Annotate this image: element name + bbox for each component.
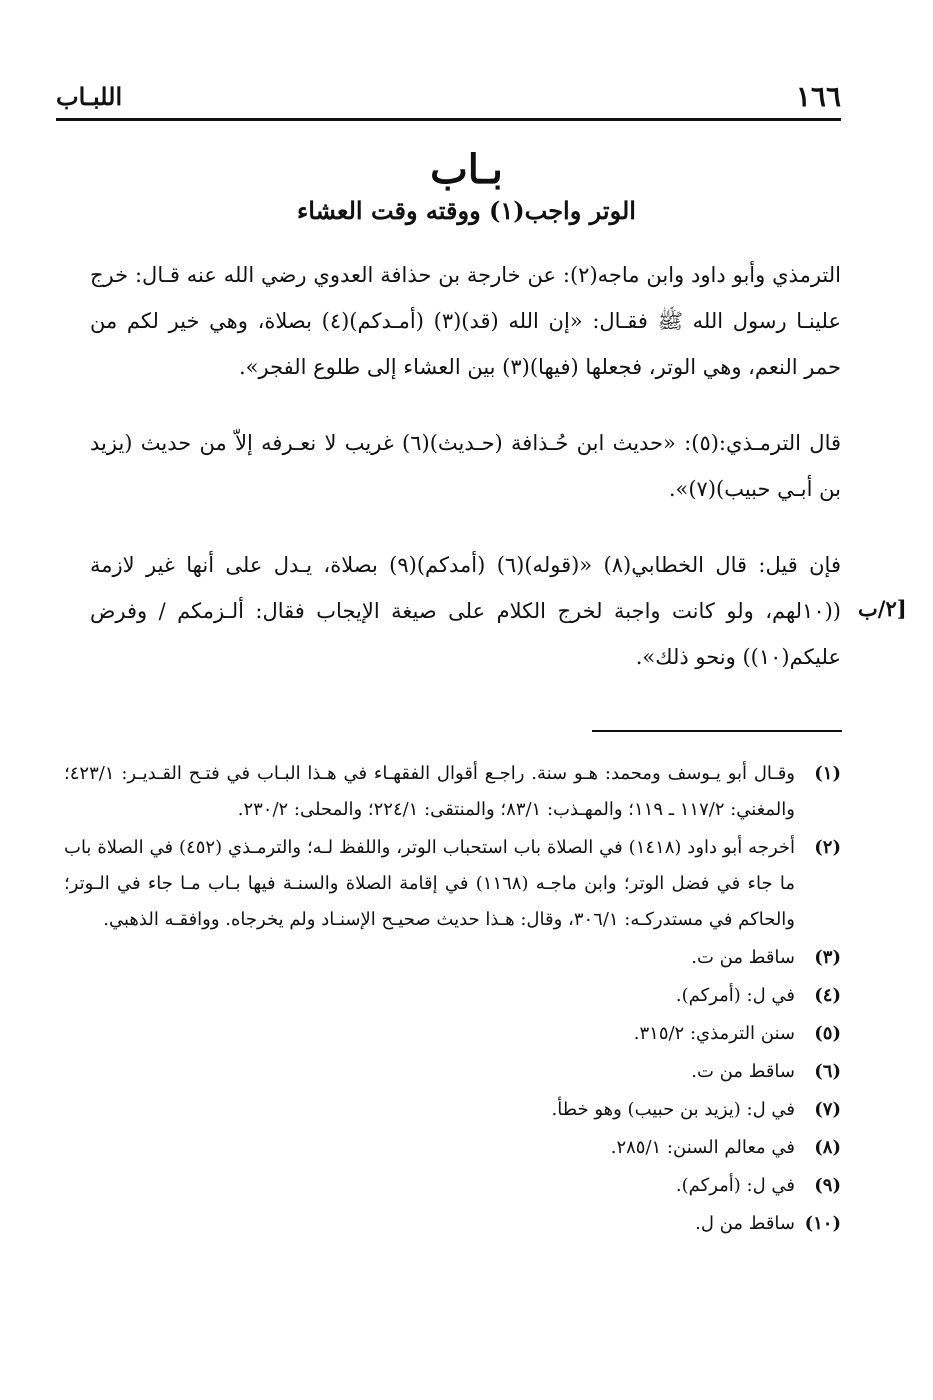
footnote-item [64,1054,841,1090]
footnote-number: (٤) [814,985,841,1006]
footnote-number: (٩) [814,1175,841,1196]
footnote-text: وقـال أبو يـوسف ومحمد: هـو سنة. راجـع أقوال الفقهـاء في هـذا البـاب في فتـح القـديـر: ٤٢٣/١؛ والمغني: ١١٧/٢ ـ ١١٩؛ والمهـذب: ٨٣/١؛ والمنتقى: ٢٢٤/١؛ والمحلى: ٢٣٠/٢. [64,763,795,820]
footnote-number: (١) [814,763,841,784]
footnote-text: في ل: (يزيد بن حبيب) وهو خطأ. [551,1099,795,1120]
chapter-title: بـاب [430,146,503,193]
footnote-number: (٥) [814,1023,841,1044]
body-paragraph-3: فإن قيل: قال الخطابي(٨) «(قوله)(٦) (أمدكم)(٩) بصلاة، يـدل على أنها غير لازمة ((١٠لهم، ولو كانت واجبة لخرج الكلام على صيغة الإيجاب فقال: ألـزمكم / وفرض عليكم(١٠)) ونحو ذلك». [90,553,841,669]
footnote-item [64,1206,841,1242]
footnote-text: في ل: (أمركم). [675,1175,795,1196]
footnote-item [64,1130,841,1166]
footnote-text: أخرجه أبو داود (١٤١٨) في الصلاة باب استحباب الوتر، واللفظ لـه؛ والترمـذي (٤٥٢) في الصلاة باب ما جاء في فضل الوتر؛ وابن ماجـه (١١٦٨) في إقامة الصلاة والسنـة فيها بـاب مـا جاء في الـوتر؛ والحاكم في مستدركـه: ٣٠٦/١، وقال: هـذا حديث صحيـح الإسنـاد ولم يخرجاه. ووافقـه الذهبي. [64,837,795,930]
page-header [56,80,841,113]
footnote-number: (١٠) [804,1213,841,1234]
footnote-number: (٢) [814,837,841,858]
footnote-text: ساقط من ت. [691,947,795,968]
body-paragraph-1: الترمذي وأبو داود وابن ماجه(٢): عن خارجة بن حذافة العدوي رضي الله عنه قـال: خرج علينـا رسول الله ﷺ فقـال: «إن الله (قد)(٣) (أمـدكم)(٤) بصلاة، وهي خير لكم من حمر النعم، وهي الوتر، فجعلها (فيها)(٣) بين العشاء إلى طلوع الفجر». [90,263,842,379]
footnote-item [64,940,841,976]
footnote-number: (٣) [814,947,841,968]
footnote-item [64,1016,841,1052]
footnote-number: (٦) [814,1061,841,1082]
footnote-text: ساقط من ت. [691,1061,795,1082]
page-number: ١٦٦ [795,80,841,113]
footnote-item [64,830,841,938]
footnote-number: (٧) [814,1099,841,1120]
header-rule [56,118,841,121]
marginal-folio-note: ٢/ب] [858,596,907,621]
footnote-text: في معالم السنن: ٢٨٥/١. [610,1137,795,1158]
running-title: اللبـاب [56,82,123,111]
footnote-number: (٨) [814,1137,841,1158]
footnote-item [64,756,841,828]
body-paragraph-2: قال الترمـذي:(٥): «حديث ابن حُـذافة (حـديث)(٦) غريب لا نعـرفه إلاّ من حديث (يزيد بن أبـي حبيب)(٧)». [90,431,842,501]
chapter-subtitle: الوتر واجب(١) ووقته وقت العشاء [297,196,636,225]
footnotes [64,756,841,1244]
footnote-rule [592,730,842,732]
footnote-text: ساقط من ل. [695,1213,795,1234]
footnote-item [64,978,841,1014]
footnote-text: سنن الترمذي: ٣١٥/٢. [633,1023,795,1044]
footnote-item [64,1092,841,1128]
footnote-text: في ل: (أمركم). [675,985,795,1006]
footnote-item [64,1168,841,1204]
